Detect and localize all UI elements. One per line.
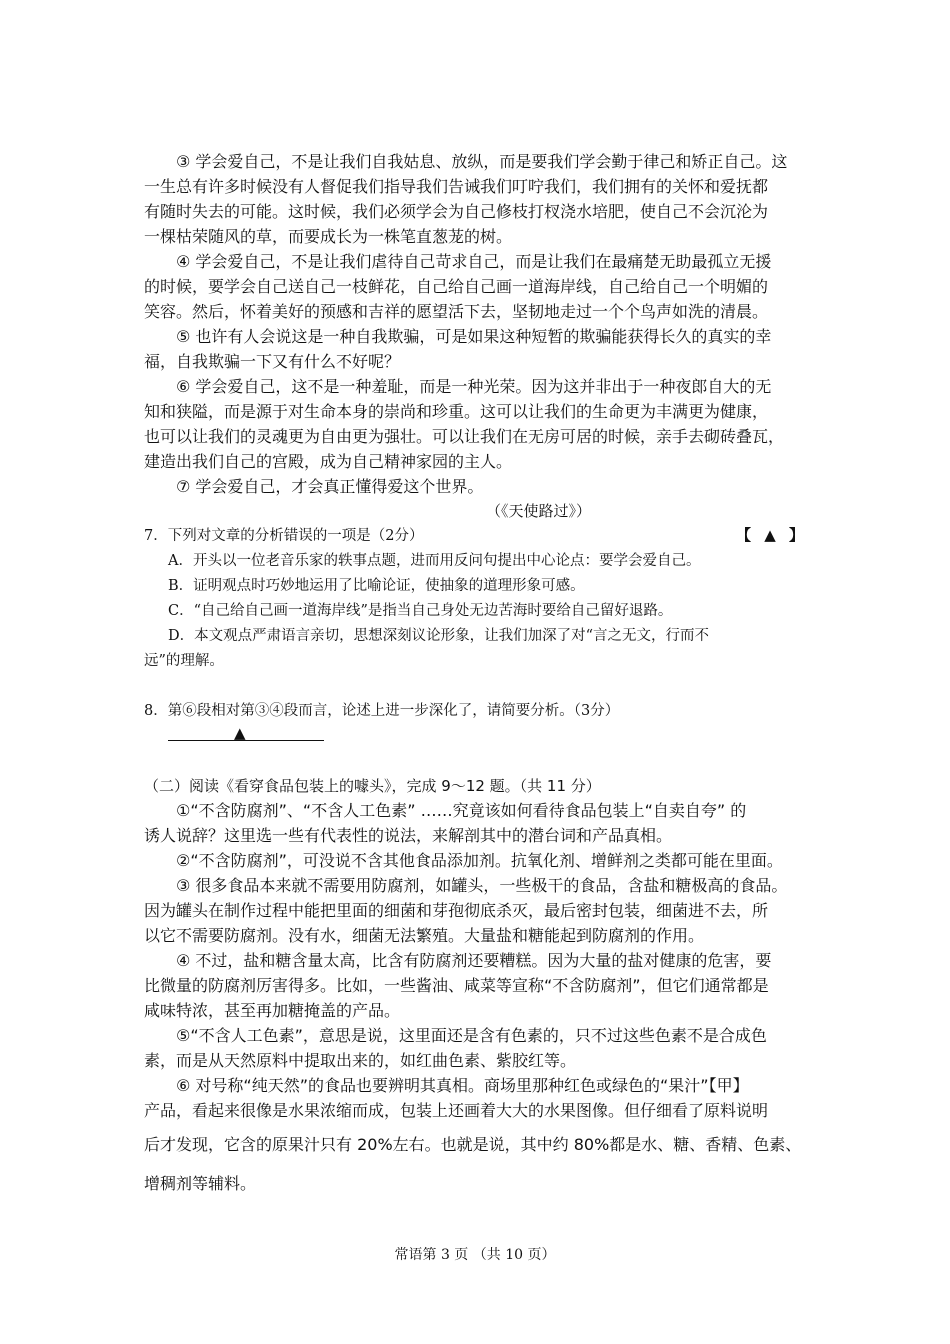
passage1-line-3: 有随时失去的可能。这时候，我们必须学会为自己修枝打杈浇水培肥，使自己不会沉沦为 — [144, 202, 769, 221]
section2-line-11: 素，而是从天然原料中提取出来的，如红曲色素、紫胶红等。 — [144, 1051, 577, 1070]
q8-answer-mark: ▲ — [234, 724, 246, 742]
passage1-line-9: 福，自我欺骗一下又有什么不好呢？ — [144, 352, 401, 371]
section2-line-5: 因为罐头在制作过程中能把里面的细菌和芽孢彻底杀灭，最后密封包装，细菌进不去，所 — [144, 901, 769, 920]
q7-option-c: C．“自己给自己画一道海岸线”是指当自己身处无边苦海时要给自己留好退路。 — [168, 603, 673, 619]
section2-line-6: 以它不需要防腐剂。没有水，细菌无法繁殖。大量盐和糖能起到防腐剂的作用。 — [144, 926, 705, 945]
q7-option-d-cont: 远”的理解。 — [144, 653, 224, 669]
section2-line-9: 咸味特浓，甚至再加糖掩盖的产品。 — [144, 1001, 401, 1020]
passage1-line-5: ④ 学会爱自己，不是让我们虐待自己苛求自己，而是让我们在最痛楚无助最孤立无援 — [176, 252, 772, 271]
section2-line-2: 诱人说辞？这里选一些有代表性的说法，来解剖其中的潜台词和产品真相。 — [144, 826, 673, 845]
passage1-source: （《天使路过》） — [486, 502, 592, 520]
page-footer: 常语第 3 页 （共 10 页） — [394, 1247, 556, 1263]
q7-option-d: D．本文观点严肃语言亲切，思想深刻议论形象，让我们加深了对“言之无文，行而不 — [168, 628, 710, 644]
q7-option-a: A．开头以一位老音乐家的轶事点题，进而用反问句提出中心论点：要学会爱自己。 — [168, 553, 701, 569]
q7-option-b: B．证明观点时巧妙地运用了比喻论证，使抽象的道理形象可感。 — [168, 578, 585, 594]
passage1-line-7: 笑容。然后，怀着美好的预感和吉祥的愿望活下去，坚韧地走过一个个鸟声如洗的清晨。 — [144, 302, 769, 321]
q8-answer-line[interactable] — [168, 740, 324, 741]
passage1-line-13: 建造出我们自己的宫殿，成为自己精神家园的主人。 — [144, 452, 513, 471]
passage1-line-11: 知和狭隘，而是源于对生命本身的崇尚和珍重。这可以让我们的生命更为丰满更为健康， — [144, 402, 769, 421]
passage1-line-2: 一生总有许多时候没有人督促我们指导我们告诫我们叮咛我们，我们拥有的关怀和爱抚都 — [144, 177, 769, 196]
passage1-line-4: 一棵枯荣随风的草，而要成长为一株笔直葱茏的树。 — [144, 227, 513, 246]
section2-line-7: ④ 不过，盐和糖含量太高，比含有防腐剂还要糟糕。因为大量的盐对健康的危害，要 — [176, 951, 772, 970]
section2-line-12: ⑥ 对号称“纯天然”的食品也要辨明其真相。商场里那种红色或绿色的“果汁”【甲】 — [176, 1076, 749, 1095]
passage1-line-6: 的时候，要学会自己送自己一枝鲜花，自己给自己画一道海岸线，自己给自己一个明媚的 — [144, 277, 769, 296]
passage1-line-1: ③ 学会爱自己，不是让我们自我姑息、放纵，而是要我们学会勤于律己和矫正自己。这 — [176, 152, 788, 171]
section2-line-15: 增稠剂等辅料。 — [144, 1174, 257, 1193]
section2-line-8: 比微量的防腐剂厉害得多。比如，一些酱油、咸菜等宣称“不含防腐剂”，但它们通常都是 — [144, 976, 769, 995]
passage1-line-10: ⑥ 学会爱自己，这不是一种羞耻，而是一种光荣。因为这并非出于一种夜郎自大的无 — [176, 377, 772, 396]
passage1-line-8: ⑤ 也许有人会说这是一种自我欺骗，可是如果这种短暂的欺骗能获得长久的真实的幸 — [176, 327, 772, 346]
passage1-line-14: ⑦ 学会爱自己，才会真正懂得爱这个世界。 — [176, 477, 484, 496]
section2-line-3: ②“不含防腐剂”，可没说不含其他食品添加剂。抗氧化剂、增鲜剂之类都可能在里面。 — [176, 851, 783, 870]
section2-heading: （二）阅读《看穿食品包装上的噱头》，完成 9～12 题。（共 11 分） — [144, 777, 601, 795]
section2-line-1: ①“不含防腐剂”、“不含人工色素” ……究竟该如何看待食品包装上“自卖自夸” 的 — [176, 801, 747, 820]
q8-stem: 8．第⑥段相对第③④段而言，论述上进一步深化了，请简要分析。（3分） — [144, 703, 620, 719]
q7-stem: 7．下列对文章的分析错误的一项是（2分） — [144, 528, 424, 544]
section2-line-14: 后才发现，它含的原果汁只有 20%左右。也就是说，其中约 80%都是水、糖、香精、色素、 — [144, 1135, 802, 1154]
section2-line-10: ⑤“不含人工色素”，意思是说，这里面还是含有色素的，只不过这些色素不是合成色 — [176, 1026, 767, 1045]
section2-line-13: 产品，看起来很像是水果浓缩而成，包装上还画着大大的水果图像。但仔细看了原料说明 — [144, 1101, 769, 1120]
passage1-line-12: 也可以让我们的灵魂更为自由更为强壮。可以让我们在无房可居的时候，亲手去砌砖叠瓦， — [144, 427, 785, 446]
section2-line-4: ③ 很多食品本来就不需要用防腐剂，如罐头，一些极干的食品，含盐和糖极高的食品。 — [176, 876, 788, 895]
q7-answer-bracket: 【 ▲ 】 — [736, 526, 808, 544]
